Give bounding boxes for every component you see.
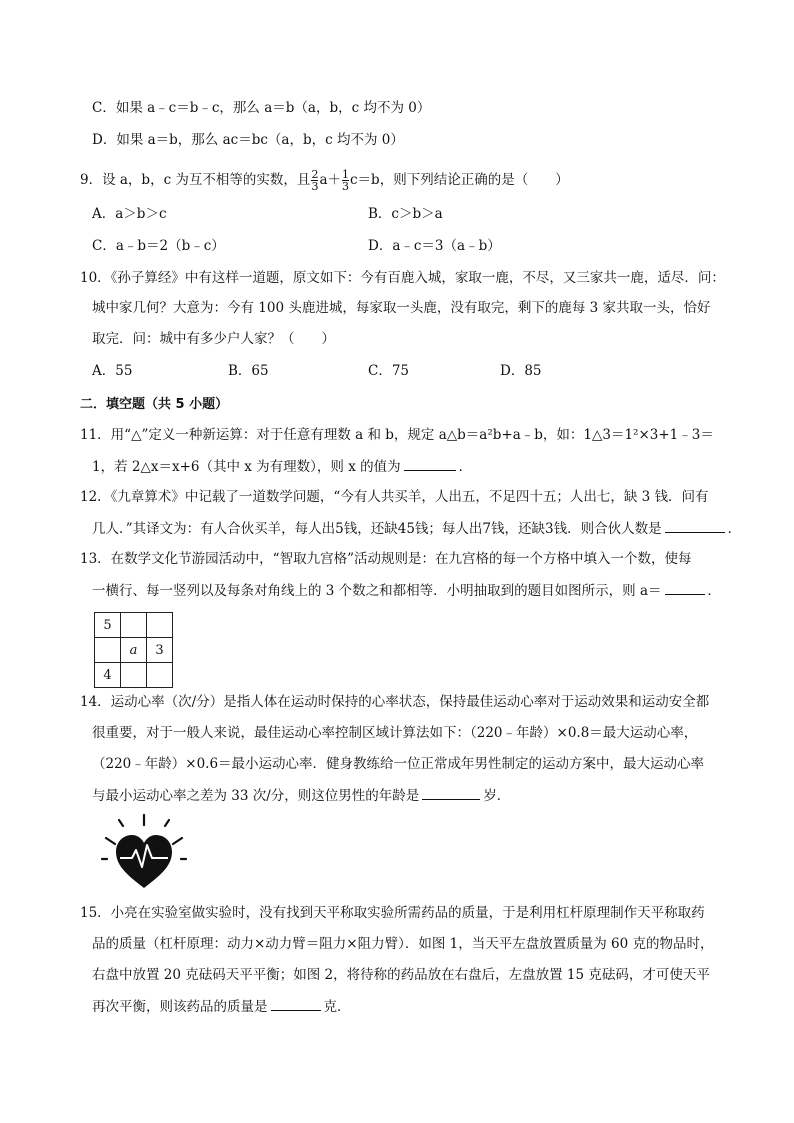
q10-option-a: A．55: [92, 363, 133, 379]
q14-line1: 14．运动心率（次/分）是指人体在运动时保持的心率状态，保持最佳运动心率对于运动效果和运动安全都: [80, 694, 710, 710]
grid-cell: [121, 663, 147, 688]
q8-option-c: C．如果 a﹣c＝b﹣c，那么 a＝b（a，b，c 均不为 0）: [92, 100, 431, 116]
q12-answer-blank[interactable]: [665, 518, 725, 533]
grid-row: [95, 613, 173, 638]
q15-answer-blank[interactable]: [271, 996, 321, 1011]
q13-line2-end: ．: [707, 583, 722, 599]
q14-line4: [92, 785, 510, 806]
grid-cell: [121, 613, 147, 638]
q14-line3: （220﹣年龄）×0.6＝最小运动心率．健身教练给一位正常成年男性制定的运动方案中，最大运动心率: [92, 756, 705, 772]
grid-cell: 3: [147, 638, 173, 663]
q9-option-c: C．a﹣b＝2（b﹣c）: [92, 238, 225, 254]
q15-line1: 15．小亮在实验室做实验时，没有找到天平称取实验所需药品的质量，于是利用杠杆原理制作天平称取药: [80, 905, 705, 921]
fraction-one-third: [342, 169, 349, 192]
heart-rate-icon: [92, 812, 196, 894]
q9-stem-part1: 9．设 a，b，c 为互不相等的实数，且: [80, 172, 311, 188]
grid-row: [95, 663, 173, 688]
grid-cell: [147, 613, 173, 638]
q15-line4: [92, 996, 351, 1017]
q13-line2: [92, 580, 721, 601]
grid-row: [95, 638, 173, 663]
section-heading-fill-in: 二．填空题（共 5 小题）: [80, 397, 229, 412]
q10-option-d: D．85: [500, 363, 542, 379]
fraction-two-thirds: [311, 169, 318, 192]
frac2-numerator: 1: [342, 168, 349, 181]
q11-line2-end: ．: [458, 459, 473, 475]
q13-line2-text: 一横行、每一竖列以及每条对角线上的 3 个数之和都相等．小明抽取到的题目如图所示，则 a＝: [92, 583, 662, 599]
q14-answer-blank[interactable]: [422, 785, 480, 800]
q8-option-d: D．如果 a＝b，那么 ac＝bc（a，b，c 均不为 0）: [92, 132, 404, 148]
grid-cell: [147, 663, 173, 688]
q14-line4-text: 与最小运动心率之差为 33 次/分，则这位男性的年龄是: [92, 788, 420, 804]
q9-stem-part3: c＝b，则下列结论正确的是（ ）: [350, 172, 569, 188]
q15-line2: 品的质量（杠杆原理：动力×动力臂＝阻力×阻力臂）．如图 1，当天平左盘放置质量为 60 克的物品时，: [92, 936, 714, 952]
q13-answer-blank[interactable]: [665, 580, 705, 595]
q15-line4-end: 克．: [323, 999, 351, 1015]
q10-option-b: B．65: [228, 363, 269, 379]
frac1-denominator: 3: [311, 180, 319, 193]
q11-line2: [92, 456, 472, 477]
q12-line2: [92, 518, 741, 539]
q10-line1: 10．《孙子算经》中有这样一道题，原文如下：今有百鹿入城，家取一鹿，不尽，又三家共一鹿，适尽．问：: [80, 270, 725, 286]
frac2-denominator: 3: [342, 180, 349, 193]
frac1-numerator: 2: [311, 168, 319, 181]
grid-cell: [95, 638, 121, 663]
q9-stem-part2: a＋: [319, 172, 341, 188]
q11-answer-blank[interactable]: [404, 456, 456, 471]
magic-square-grid: [94, 612, 173, 688]
q9-option-a: A．a＞b＞c: [92, 206, 167, 222]
grid-cell: 4: [95, 663, 121, 688]
q12-line2-text: 几人．”其译文为：有人合伙买羊，每人出5钱，还缺45钱；每人出7钱，还缺3钱．则合伙人数是: [92, 521, 662, 537]
q14-line4-end: 岁．: [483, 788, 511, 804]
grid-cell: 5: [95, 613, 121, 638]
q10-line3: 取完．问：城中有多少户人家？（ ）: [92, 331, 335, 347]
q15-line3: 右盘中放置 20 克砝码天平平衡；如图 2，将待称的药品放在右盘后，左盘放置 15 克砝码，才可使天平: [92, 967, 710, 983]
q13-line1: 13．在数学文化节游园活动中，“智取九宫格”活动规则是：在九宫格的每一个方格中填入一个数，使每: [80, 551, 692, 567]
grid-cell: a: [121, 638, 147, 663]
q9-option-d: D．a﹣c＝3（a﹣b）: [368, 238, 501, 254]
q10-line2: 城中家几何？大意为：今有 100 头鹿进城，每家取一头鹿，没有取完，剩下的鹿每 3 家共取一头，恰好: [92, 300, 711, 316]
q12-line2-end: ．: [727, 521, 742, 537]
q12-line1: 12．《九章算术》中记载了一道数学问题，“今有人共买羊，人出五，不足四十五；人出七，缺 3 钱．问有: [80, 489, 709, 505]
q9-option-b: B．c＞b＞a: [368, 206, 443, 222]
q11-line2-text: 1，若 2△x＝x+6（其中 x 为有理数），则 x 的值为: [92, 459, 401, 475]
q14-line2: 很重要，对于一般人来说，最佳运动心率控制区域计算法如下：（220﹣年龄）×0.8＝最大运动心率，: [92, 725, 698, 741]
q11-line1: 11．用“△”定义一种新运算：对于任意有理数 a 和 b，规定 a△b＝a²b+a﹣b，如：1△3＝1²×3+1﹣3＝: [80, 427, 714, 443]
q9-stem: [80, 169, 569, 192]
q15-line4-text: 再次平衡，则该药品的质量是: [92, 999, 268, 1015]
q10-option-c: C．75: [368, 363, 410, 379]
